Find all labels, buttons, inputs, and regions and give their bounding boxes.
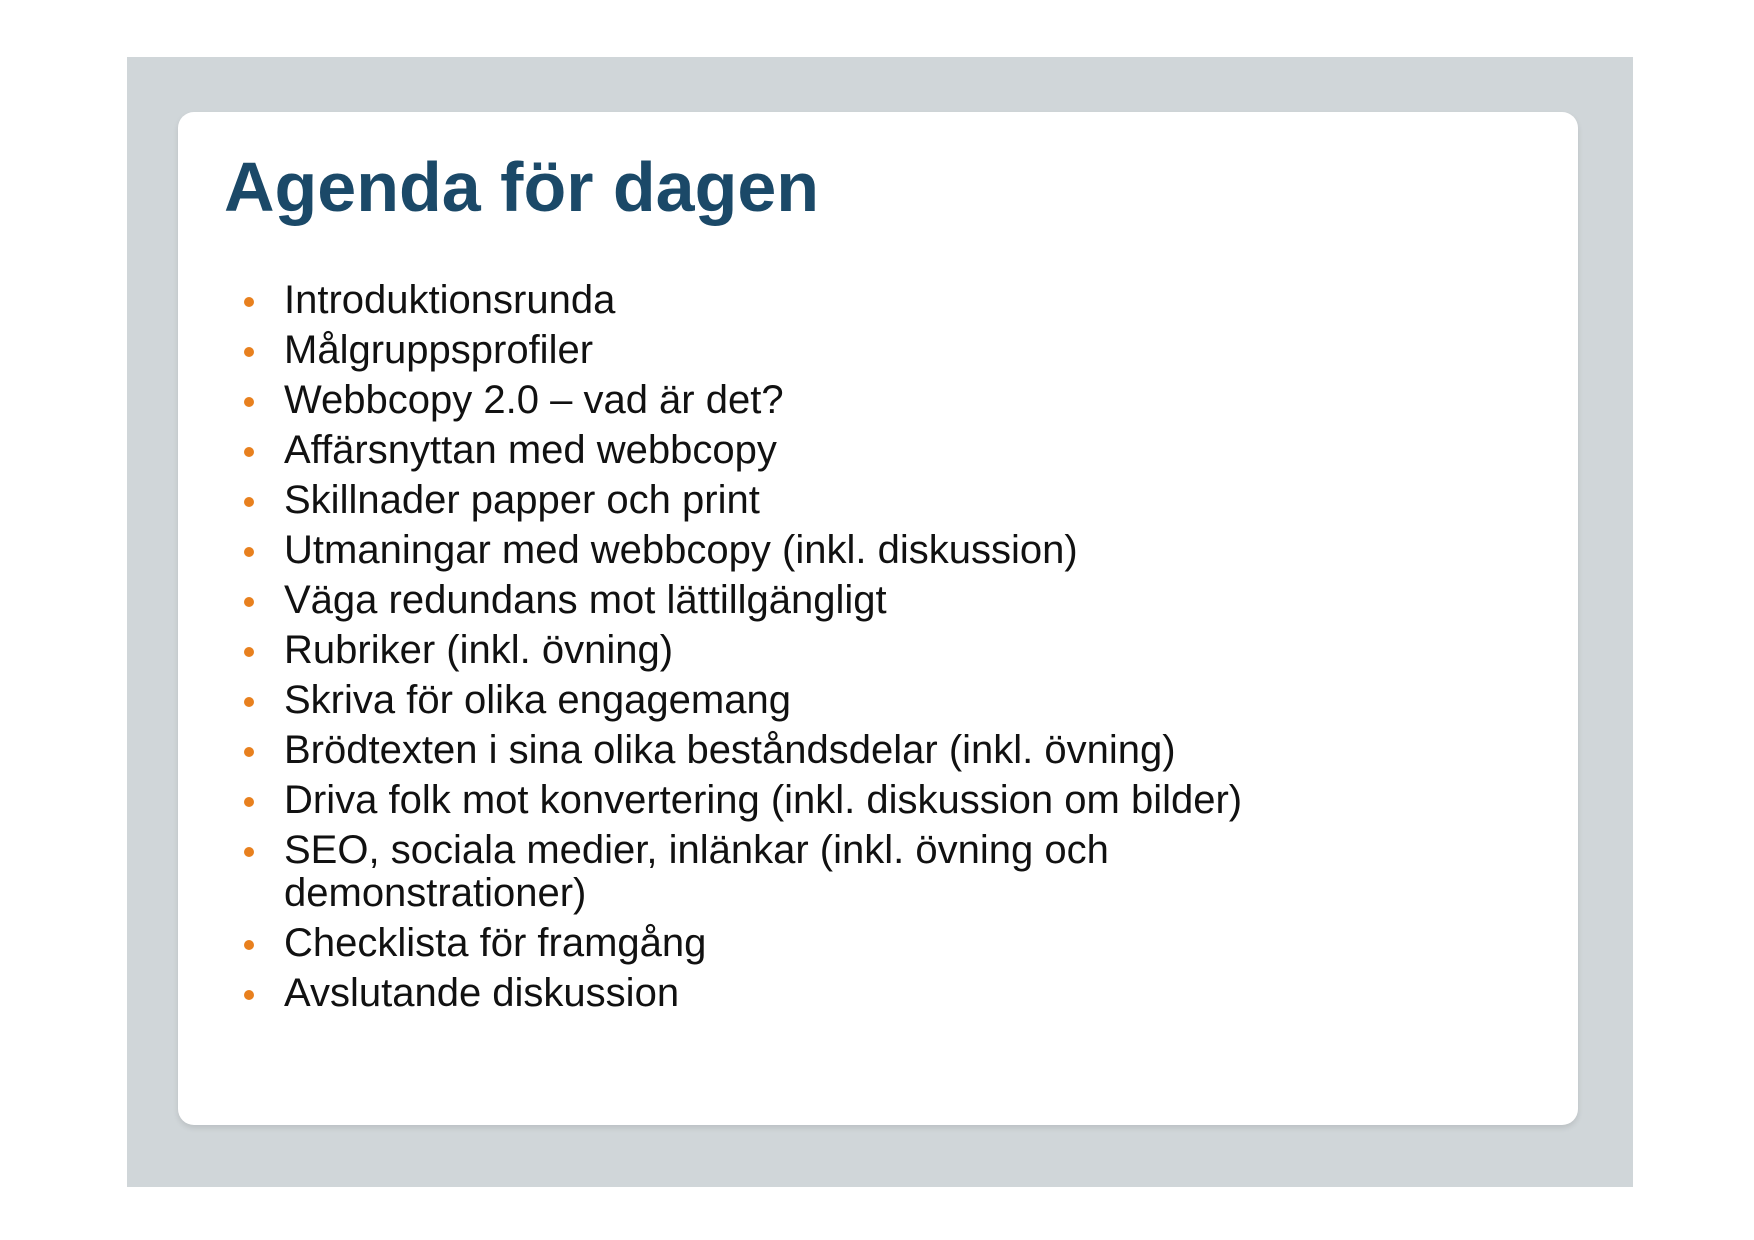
bullet-icon [244, 397, 254, 407]
agenda-item [244, 679, 1544, 722]
agenda-item [244, 279, 1544, 322]
agenda-item-text: Webbcopy 2.0 – vad är det? [284, 378, 784, 422]
bullet-icon [244, 347, 254, 357]
agenda-list [244, 279, 1544, 1022]
bullet-icon [244, 647, 254, 657]
agenda-item-text: Utmaningar med webbcopy (inkl. diskussion) [284, 528, 1078, 572]
agenda-item-text: Rubriker (inkl. övning) [284, 628, 674, 672]
bullet-icon [244, 497, 254, 507]
bullet-icon [244, 990, 254, 1000]
agenda-item-text: Skillnader papper och print [284, 478, 760, 522]
agenda-item-text: Checklista för framgång [284, 921, 707, 965]
bullet-icon [244, 597, 254, 607]
bullet-icon [244, 447, 254, 457]
agenda-item [244, 479, 1544, 522]
agenda-item [244, 922, 1544, 965]
slide-frame [127, 57, 1633, 1187]
agenda-item-text: Skriva för olika engagemang [284, 678, 791, 722]
agenda-item [244, 629, 1544, 672]
agenda-item-text: Brödtexten i sina olika beståndsdelar (inkl. övning) [284, 728, 1176, 772]
agenda-item-text: Driva folk mot konvertering (inkl. diskussion om bilder) [284, 778, 1243, 822]
bullet-icon [244, 297, 254, 307]
agenda-item [244, 972, 1544, 1015]
agenda-item-text: Målgruppsprofiler [284, 328, 594, 372]
agenda-item [244, 579, 1544, 622]
agenda-item [244, 779, 1544, 822]
bullet-icon [244, 847, 254, 857]
bullet-icon [244, 940, 254, 950]
agenda-item [244, 829, 1284, 915]
agenda-item-text: SEO, sociala medier, inlänkar (inkl. övning och demonstrationer) [284, 828, 1109, 915]
agenda-item-text: Väga redundans mot lättillgängligt [284, 578, 887, 622]
slide-card [178, 112, 1578, 1125]
slide-title: Agenda för dagen [224, 148, 820, 226]
agenda-item [244, 529, 1544, 572]
agenda-item [244, 429, 1544, 472]
agenda-item-text: Affärsnyttan med webbcopy [284, 428, 777, 472]
agenda-item-text: Introduktionsrunda [284, 278, 616, 322]
agenda-item-text: Avslutande diskussion [284, 971, 680, 1015]
agenda-item [244, 729, 1544, 772]
bullet-icon [244, 547, 254, 557]
bullet-icon [244, 697, 254, 707]
agenda-item [244, 329, 1544, 372]
bullet-icon [244, 747, 254, 757]
bullet-icon [244, 797, 254, 807]
agenda-item [244, 379, 1544, 422]
